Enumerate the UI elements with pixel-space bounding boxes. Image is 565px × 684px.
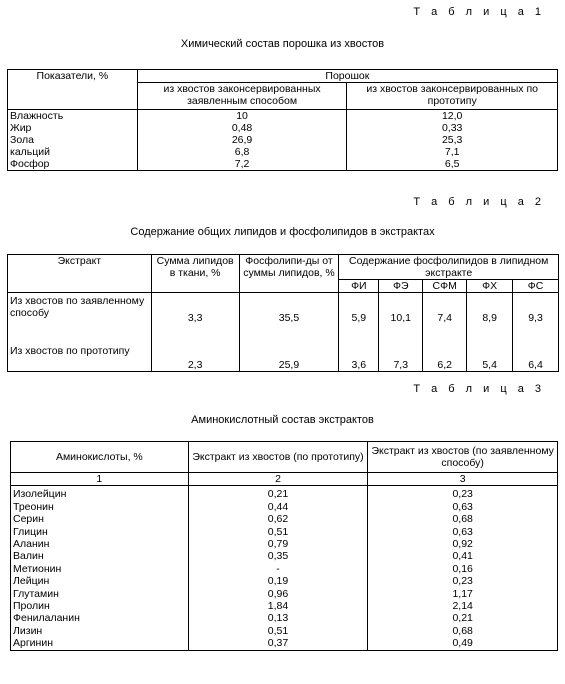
table1-header-indicators: Показатели, % xyxy=(8,70,138,110)
row-label: Треонин xyxy=(11,501,189,513)
table2-col-header: СФМ xyxy=(423,280,467,293)
cell-claimed: 0,48 xyxy=(137,122,347,134)
cell-phospholipid-value: 9,3 xyxy=(513,293,559,344)
row-label: Валин xyxy=(11,550,189,562)
table-row xyxy=(11,526,558,538)
cell-sum-lipids: 3,3 xyxy=(151,293,239,344)
cell-prototype: 0,51 xyxy=(188,526,368,538)
cell-sum-lipids: 2,3 xyxy=(151,343,239,372)
row-label: Метионин xyxy=(11,563,189,575)
row-label: Изолейцин xyxy=(11,486,189,501)
table-row xyxy=(8,293,559,344)
row-label: кальций xyxy=(8,146,138,158)
cell-claimed: 0,16 xyxy=(368,563,558,575)
cell-claimed: 0,49 xyxy=(368,637,558,650)
cell-prototype: 0,13 xyxy=(188,612,368,624)
table1-header-powder: Порошок xyxy=(137,70,557,83)
table1-title: Химический состав порошка из хвостов xyxy=(180,38,385,50)
table2-col-header: ФИ xyxy=(339,280,379,293)
table3-header-amino: Аминокислоты, % xyxy=(11,442,189,473)
table-row xyxy=(8,110,558,123)
row-label: Зола xyxy=(8,134,138,146)
cell-prototype: 0,44 xyxy=(188,501,368,513)
row-label: Из хвостов по прототипу xyxy=(8,343,152,372)
table3 xyxy=(10,441,558,651)
table-row xyxy=(11,501,558,513)
cell-claimed: 0,23 xyxy=(368,575,558,587)
table3-colnum-1: 1 xyxy=(11,473,189,486)
cell-claimed: 0,63 xyxy=(368,526,558,538)
cell-claimed: 10 xyxy=(137,110,347,123)
cell-phospholipid-value: 5,4 xyxy=(467,343,513,372)
cell-phospholipid-value: 8,9 xyxy=(467,293,513,344)
table-row xyxy=(11,550,558,562)
cell-claimed: 7,2 xyxy=(137,158,347,171)
table-row xyxy=(11,588,558,600)
table-row xyxy=(8,343,559,372)
table2-label: Т а б л и ц а 2 xyxy=(413,196,545,208)
table-row xyxy=(11,538,558,550)
cell-phospholipids: 35,5 xyxy=(239,293,339,344)
cell-prototype: 0,21 xyxy=(188,486,368,501)
table2-header-sum-lipids: Сумма липидов в ткани, % xyxy=(151,255,239,293)
cell-prototype: 0,79 xyxy=(188,538,368,550)
cell-prototype: 0,33 xyxy=(347,122,558,134)
row-label: Глутамин xyxy=(11,588,189,600)
table3-title: Аминокислотный состав экстрактов xyxy=(191,414,374,426)
table-row xyxy=(11,637,558,650)
row-label: Лизин xyxy=(11,625,189,637)
table-row xyxy=(11,600,558,612)
cell-claimed: 6,8 xyxy=(137,146,347,158)
row-label: Влажность xyxy=(8,110,138,123)
cell-prototype: 0,96 xyxy=(188,588,368,600)
table-row xyxy=(11,513,558,525)
table2-header-extract: Экстракт xyxy=(8,255,152,293)
cell-phospholipid-value: 7,4 xyxy=(423,293,467,344)
row-label: Аргинин xyxy=(11,637,189,650)
row-label: Пролин xyxy=(11,600,189,612)
table2 xyxy=(7,254,559,372)
table3-header-claimed: Экстракт из хвостов (по заявленному способу) xyxy=(368,442,558,473)
row-label: Жир xyxy=(8,122,138,134)
cell-prototype: 25,3 xyxy=(347,134,558,146)
table2-col-header: ФХ xyxy=(467,280,513,293)
table2-title: Содержание общих липидов и фосфолипидов в экстрактах xyxy=(130,226,435,238)
cell-claimed: 0,23 xyxy=(368,486,558,501)
table2-header-phospholipids: Фосфолипи-ды от суммы липидов, % xyxy=(239,255,339,293)
row-label: Глицин xyxy=(11,526,189,538)
cell-prototype: 12,0 xyxy=(347,110,558,123)
table3-header-prototype: Экстракт из хвостов (по прототипу) xyxy=(188,442,368,473)
cell-phospholipid-value: 5,9 xyxy=(339,293,379,344)
cell-claimed: 26,9 xyxy=(137,134,347,146)
table-row xyxy=(11,486,558,501)
cell-prototype: 6,5 xyxy=(347,158,558,171)
cell-prototype: 0,35 xyxy=(188,550,368,562)
table3-colnum-2: 2 xyxy=(188,473,368,486)
cell-claimed: 0,68 xyxy=(368,625,558,637)
cell-phospholipid-value: 7,3 xyxy=(379,343,423,372)
table-row xyxy=(11,612,558,624)
table-row xyxy=(8,134,558,146)
cell-phospholipids: 25,9 xyxy=(239,343,339,372)
cell-claimed: 2,14 xyxy=(368,600,558,612)
cell-claimed: 0,68 xyxy=(368,513,558,525)
table1 xyxy=(7,69,558,171)
table1-subheader-claimed: из хвостов законсервированных заявленным способом xyxy=(137,83,347,110)
table1-label: Т а б л и ц а 1 xyxy=(413,6,545,18)
table3-colnum-3: 3 xyxy=(368,473,558,486)
cell-phospholipid-value: 10,1 xyxy=(379,293,423,344)
cell-claimed: 0,21 xyxy=(368,612,558,624)
cell-claimed: 0,63 xyxy=(368,501,558,513)
cell-phospholipid-value: 6,2 xyxy=(423,343,467,372)
cell-prototype: 0,62 xyxy=(188,513,368,525)
table2-col-header: ФЭ xyxy=(379,280,423,293)
row-label: Лейцин xyxy=(11,575,189,587)
cell-claimed: 1,17 xyxy=(368,588,558,600)
cell-prototype: 1,84 xyxy=(188,600,368,612)
cell-claimed: 0,41 xyxy=(368,550,558,562)
table1-subheader-prototype: из хвостов законсервированных по прототипу xyxy=(347,83,558,110)
row-label: Фосфор xyxy=(8,158,138,171)
table-row xyxy=(11,575,558,587)
cell-prototype: 7,1 xyxy=(347,146,558,158)
cell-phospholipid-value: 6,4 xyxy=(513,343,559,372)
row-label: Аланин xyxy=(11,538,189,550)
cell-claimed: 0,92 xyxy=(368,538,558,550)
cell-prototype: 0,19 xyxy=(188,575,368,587)
cell-prototype: - xyxy=(188,563,368,575)
table2-header-group: Содержание фосфолипидов в липидном экстракте xyxy=(339,255,559,280)
table-row xyxy=(8,122,558,134)
table3-label: Т а б л и ц а 3 xyxy=(413,383,545,395)
table-row xyxy=(8,146,558,158)
table-row xyxy=(8,158,558,171)
cell-prototype: 0,51 xyxy=(188,625,368,637)
table-row xyxy=(11,563,558,575)
cell-phospholipid-value: 3,6 xyxy=(339,343,379,372)
table-row xyxy=(11,625,558,637)
row-label: Серин xyxy=(11,513,189,525)
cell-prototype: 0,37 xyxy=(188,637,368,650)
row-label: Из хвостов по заявленному способу xyxy=(8,293,152,344)
table2-col-header: ФС xyxy=(513,280,559,293)
row-label: Фенилаланин xyxy=(11,612,189,624)
